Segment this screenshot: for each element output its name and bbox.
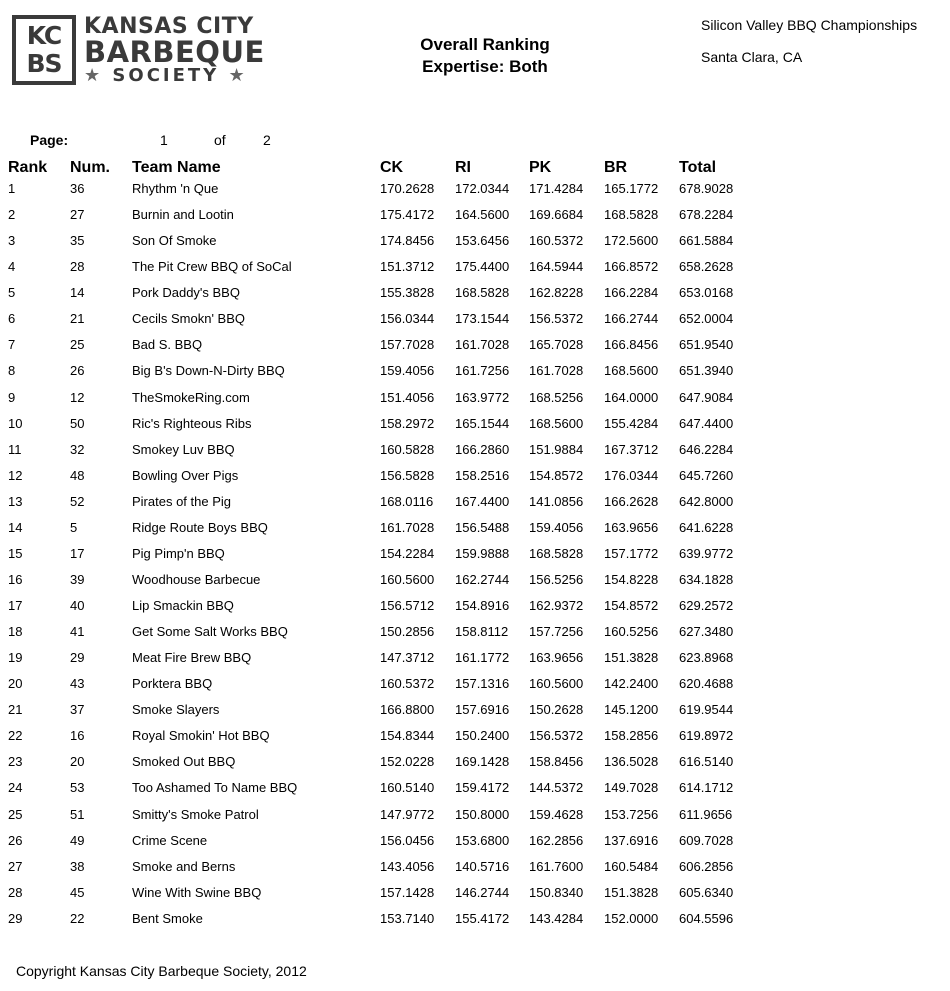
cell-pk: 158.8456	[529, 754, 584, 770]
cell-team-name: TheSmokeRing.com	[132, 389, 250, 405]
cell-num: 52	[70, 493, 85, 509]
table-row	[0, 858, 950, 884]
table-row	[0, 910, 950, 936]
cell-ri: 158.8112	[455, 624, 509, 640]
header-num: Num.	[70, 159, 110, 176]
cell-total: 652.0004	[679, 311, 734, 327]
cell-ri: 146.2744	[455, 884, 510, 900]
event-location: Santa Clara, CA	[701, 49, 803, 65]
page-label: Page:	[30, 132, 69, 148]
ranking-table	[0, 180, 950, 936]
cell-team-name: Son Of Smoke	[132, 233, 217, 249]
cell-ri: 167.4400	[455, 493, 510, 509]
cell-total: 611.9656	[679, 806, 733, 822]
cell-num: 50	[70, 415, 85, 431]
cell-total: 609.7028	[679, 832, 734, 848]
cell-ri: 161.1772	[455, 650, 510, 666]
cell-team-name: Smitty's Smoke Patrol	[132, 806, 259, 822]
cell-pk: 162.9372	[529, 598, 584, 613]
cell-total: 646.2284	[679, 441, 734, 457]
cell-rank: 1	[8, 181, 16, 196]
cell-br: 164.0000	[604, 389, 659, 405]
cell-ri: 162.2744	[455, 571, 510, 587]
table-row	[0, 493, 950, 519]
cell-ck: 156.5828	[380, 467, 435, 483]
cell-br: 168.5600	[604, 363, 659, 379]
header-ri: RI	[455, 159, 471, 176]
cell-rank: 22	[8, 728, 23, 744]
report-title-block	[380, 34, 590, 78]
cell-pk: 141.0856	[529, 493, 584, 509]
cell-num: 16	[70, 728, 85, 744]
cell-team-name: Cecils Smokn' BBQ	[132, 311, 246, 327]
cell-br: 172.5600	[604, 233, 659, 249]
header-pk: PK	[529, 159, 552, 176]
cell-br: 163.9656	[604, 519, 659, 535]
cell-ri: 159.9888	[455, 545, 510, 561]
cell-br: 136.5028	[604, 754, 659, 770]
cell-num: 28	[70, 259, 85, 275]
header-total: Total	[679, 159, 717, 176]
cell-ri: 157.1316	[455, 676, 510, 692]
cell-pk: 168.5600	[529, 415, 584, 431]
cell-br: 160.5256	[604, 624, 659, 640]
table-row	[0, 284, 950, 310]
table-row	[0, 232, 950, 258]
cell-br: 158.2856	[604, 728, 659, 744]
cell-num: 39	[70, 571, 85, 587]
table-row	[0, 441, 950, 467]
cell-num: 27	[70, 207, 85, 223]
cell-ri: 168.5828	[455, 285, 510, 301]
cell-ri: 166.2860	[455, 441, 510, 457]
table-row	[0, 336, 950, 362]
cell-total: 647.4400	[679, 415, 734, 431]
cell-team-name: Bent Smoke	[132, 910, 203, 926]
table-row	[0, 258, 950, 284]
cell-ri: 157.6916	[455, 702, 510, 718]
cell-num: 51	[70, 806, 85, 822]
header-br: BR	[604, 159, 628, 176]
cell-rank: 15	[8, 545, 23, 561]
cell-ck: 143.4056	[380, 858, 435, 874]
cell-team-name: Bowling Over Pigs	[132, 467, 239, 483]
page-total: 2	[263, 132, 271, 148]
star-icon: ★	[84, 65, 104, 86]
cell-total: 606.2856	[679, 858, 734, 874]
cell-ck: 170.2628	[380, 181, 435, 196]
cell-team-name: Pig Pimp'n BBQ	[132, 545, 225, 561]
report-subtitle: Expertise: Both	[422, 57, 548, 76]
cell-pk: 156.5372	[529, 728, 584, 744]
cell-br: 160.5484	[604, 858, 659, 874]
page-current: 1	[160, 132, 168, 148]
table-row	[0, 519, 950, 545]
cell-pk: 151.9884	[529, 441, 584, 457]
cell-num: 48	[70, 467, 85, 483]
cell-rank: 25	[8, 806, 23, 822]
cell-ri: 164.5600	[455, 207, 510, 223]
cell-ck: 154.2284	[380, 545, 435, 561]
header-team-name: Team Name	[132, 159, 221, 176]
cell-ck: 157.7028	[380, 337, 435, 353]
cell-pk: 159.4628	[529, 806, 584, 822]
logo-mark-top: KC	[26, 21, 62, 50]
cell-br: 166.2628	[604, 493, 659, 509]
table-row	[0, 701, 950, 727]
cell-ck: 174.8456	[380, 233, 435, 249]
cell-br: 145.1200	[604, 702, 659, 718]
table-row	[0, 727, 950, 753]
cell-pk: 156.5256	[529, 571, 584, 587]
cell-ck: 156.0456	[380, 832, 435, 848]
cell-num: 43	[70, 676, 85, 692]
cell-num: 12	[70, 389, 85, 405]
cell-total: 678.2284	[679, 207, 734, 223]
cell-total: 619.8972	[679, 728, 734, 744]
cell-total: 642.8000	[679, 493, 734, 509]
cell-ck: 160.5140	[380, 780, 435, 796]
cell-rank: 23	[8, 754, 23, 770]
cell-total: 627.3480	[679, 624, 734, 640]
cell-ri: 150.8000	[455, 806, 510, 822]
cell-pk: 160.5372	[529, 233, 584, 249]
cell-pk: 161.7600	[529, 858, 584, 874]
cell-team-name: The Pit Crew BBQ of SoCal	[132, 259, 292, 275]
cell-br: 168.5828	[604, 207, 659, 223]
cell-team-name: Smokey Luv BBQ	[132, 441, 235, 457]
cell-team-name: Pork Daddy's BBQ	[132, 285, 240, 301]
cell-rank: 28	[8, 884, 23, 900]
table-row	[0, 389, 950, 415]
cell-team-name: Ridge Route Boys BBQ	[132, 519, 268, 535]
cell-br: 166.8572	[604, 259, 659, 275]
cell-team-name: Get Some Salt Works BBQ	[132, 624, 288, 640]
cell-num: 35	[70, 233, 85, 249]
cell-num: 37	[70, 702, 85, 718]
logo-mark-bottom: BS	[26, 49, 62, 78]
cell-br: 151.3828	[604, 650, 659, 666]
cell-num: 25	[70, 337, 85, 353]
cell-total: 651.3940	[679, 363, 734, 379]
cell-br: 149.7028	[604, 780, 659, 796]
cell-num: 17	[70, 545, 85, 561]
cell-rank: 3	[8, 233, 16, 249]
cell-num: 21	[70, 311, 85, 327]
star-icon: ★	[228, 65, 248, 86]
cell-num: 26	[70, 363, 85, 379]
logo-line-barbeque: BARBEQUE	[84, 35, 265, 69]
cell-num: 32	[70, 441, 85, 457]
cell-pk: 162.8228	[529, 285, 584, 301]
cell-total: 616.5140	[679, 754, 734, 770]
table-row	[0, 832, 950, 858]
cell-num: 41	[70, 624, 85, 640]
table-row	[0, 180, 950, 206]
cell-ri: 155.4172	[455, 910, 510, 926]
cell-ck: 161.7028	[380, 519, 435, 535]
cell-pk: 168.5828	[529, 545, 584, 561]
cell-rank: 29	[8, 910, 23, 926]
table-row	[0, 310, 950, 336]
cell-team-name: Pirates of the Pig	[132, 493, 231, 509]
cell-total: 653.0168	[679, 285, 734, 301]
cell-ri: 161.7028	[455, 337, 510, 353]
cell-rank: 11	[8, 441, 22, 457]
cell-ck: 156.5712	[380, 598, 435, 613]
cell-num: 40	[70, 598, 85, 613]
cell-br: 137.6916	[604, 832, 659, 848]
cell-pk: 160.5600	[529, 676, 584, 692]
cell-team-name: Smoked Out BBQ	[132, 754, 236, 770]
cell-total: 605.6340	[679, 884, 734, 900]
cell-rank: 26	[8, 832, 23, 848]
cell-num: 36	[70, 181, 85, 196]
cell-total: 661.5884	[679, 233, 734, 249]
cell-rank: 13	[8, 493, 23, 509]
cell-pk: 163.9656	[529, 650, 584, 666]
table-row	[0, 779, 950, 805]
cell-ri: 161.7256	[455, 363, 510, 379]
cell-total: 639.9772	[679, 545, 734, 561]
cell-pk: 161.7028	[529, 363, 584, 379]
cell-ck: 150.2856	[380, 624, 435, 640]
cell-total: 623.8968	[679, 650, 734, 666]
cell-rank: 4	[8, 259, 16, 275]
cell-team-name: Wine With Swine BBQ	[132, 884, 262, 900]
table-row	[0, 545, 950, 571]
logo-society-text: SOCIETY	[112, 65, 220, 86]
cell-pk: 168.5256	[529, 389, 584, 405]
cell-team-name: Smoke and Berns	[132, 858, 236, 874]
cell-ck: 155.3828	[380, 285, 435, 301]
cell-ri: 169.1428	[455, 754, 510, 770]
cell-ck: 166.8800	[380, 702, 435, 718]
cell-ri: 153.6800	[455, 832, 510, 848]
cell-team-name: Porktera BBQ	[132, 676, 213, 692]
cell-ri: 175.4400	[455, 259, 510, 275]
cell-num: 29	[70, 650, 85, 666]
cell-team-name: Rhythm 'n Que	[132, 181, 219, 196]
cell-num: 45	[70, 884, 85, 900]
cell-pk: 157.7256	[529, 624, 584, 640]
cell-ck: 151.3712	[380, 259, 435, 275]
cell-rank: 2	[8, 207, 16, 223]
cell-pk: 144.5372	[529, 780, 584, 796]
cell-br: 155.4284	[604, 415, 659, 431]
table-row	[0, 753, 950, 779]
cell-num: 38	[70, 858, 85, 874]
table-row	[0, 675, 950, 701]
cell-br: 151.3828	[604, 884, 659, 900]
table-row	[0, 884, 950, 910]
cell-pk: 150.2628	[529, 702, 584, 718]
cell-total: 651.9540	[679, 337, 734, 353]
cell-rank: 17	[8, 598, 23, 613]
table-row	[0, 649, 950, 675]
cell-team-name: Smoke Slayers	[132, 702, 220, 718]
cell-rank: 7	[8, 337, 16, 353]
cell-ri: 140.5716	[455, 858, 510, 874]
cell-br: 152.0000	[604, 910, 659, 926]
cell-team-name: Woodhouse Barbecue	[132, 571, 261, 587]
cell-br: 176.0344	[604, 467, 659, 483]
cell-num: 5	[70, 519, 78, 535]
cell-pk: 150.8340	[529, 884, 584, 900]
cell-team-name: Lip Smackin BBQ	[132, 598, 234, 613]
cell-rank: 21	[8, 702, 23, 718]
cell-br: 154.8572	[604, 598, 659, 613]
cell-team-name: Ric's Righteous Ribs	[132, 415, 252, 431]
cell-num: 53	[70, 780, 85, 796]
cell-team-name: Crime Scene	[132, 832, 208, 848]
cell-team-name: Big B's Down-N-Dirty BBQ	[132, 363, 285, 379]
cell-pk: 143.4284	[529, 910, 584, 926]
cell-total: 645.7260	[679, 467, 734, 483]
table-row	[0, 623, 950, 649]
cell-pk: 154.8572	[529, 467, 584, 483]
cell-ri: 172.0344	[455, 181, 510, 196]
cell-rank: 6	[8, 311, 16, 327]
cell-br: 142.2400	[604, 676, 659, 692]
cell-team-name: Meat Fire Brew BBQ	[132, 650, 252, 666]
table-row	[0, 206, 950, 232]
cell-br: 165.1772	[604, 181, 659, 196]
cell-br: 166.8456	[604, 337, 659, 353]
cell-rank: 27	[8, 858, 23, 874]
cell-total: 634.1828	[679, 571, 734, 587]
table-row	[0, 467, 950, 493]
cell-ri: 150.2400	[455, 728, 510, 744]
cell-total: 678.9028	[679, 181, 734, 196]
cell-ck: 156.0344	[380, 311, 435, 327]
cell-pk: 159.4056	[529, 519, 584, 535]
cell-ri: 173.1544	[455, 311, 510, 327]
table-row	[0, 571, 950, 597]
table-row	[0, 415, 950, 441]
cell-pk: 156.5372	[529, 311, 584, 327]
cell-ck: 159.4056	[380, 363, 435, 379]
table-row	[0, 597, 950, 623]
cell-num: 49	[70, 832, 85, 848]
cell-ck: 160.5828	[380, 441, 435, 457]
cell-br: 154.8228	[604, 571, 659, 587]
cell-ck: 153.7140	[380, 910, 435, 926]
cell-rank: 19	[8, 650, 23, 666]
table-row	[0, 362, 950, 388]
cell-ck: 147.3712	[380, 650, 435, 666]
cell-rank: 24	[8, 780, 23, 796]
cell-ck: 147.9772	[380, 806, 435, 822]
cell-ri: 163.9772	[455, 389, 510, 405]
cell-rank: 18	[8, 624, 23, 640]
cell-ri: 154.8916	[455, 598, 510, 613]
cell-total: 620.4688	[679, 676, 734, 692]
report-title: Overall Ranking	[420, 35, 550, 54]
logo-line-society	[84, 66, 274, 86]
cell-total: 647.9084	[679, 389, 734, 405]
cell-rank: 14	[8, 519, 23, 535]
cell-ck: 160.5600	[380, 571, 435, 587]
cell-ck: 151.4056	[380, 389, 435, 405]
cell-num: 22	[70, 910, 85, 926]
logo-wordmark	[84, 15, 274, 86]
cell-rank: 12	[8, 467, 23, 483]
cell-total: 604.5596	[679, 910, 734, 926]
cell-total: 619.9544	[679, 702, 734, 718]
header-rank: Rank	[8, 159, 48, 176]
cell-ri: 156.5488	[455, 519, 510, 535]
cell-num: 14	[70, 285, 85, 301]
cell-pk: 162.2856	[529, 832, 584, 848]
cell-ri: 158.2516	[455, 467, 510, 483]
event-name: Silicon Valley BBQ Championships	[701, 17, 918, 33]
cell-total: 614.1712	[679, 780, 734, 796]
cell-rank: 16	[8, 571, 23, 587]
cell-pk: 169.6684	[529, 207, 584, 223]
cell-ck: 158.2972	[380, 415, 435, 431]
cell-rank: 5	[8, 285, 16, 301]
cell-br: 166.2284	[604, 285, 659, 301]
cell-pk: 164.5944	[529, 259, 584, 275]
kcbs-logo	[12, 15, 274, 85]
cell-ck: 175.4172	[380, 207, 435, 223]
cell-br: 166.2744	[604, 311, 659, 327]
cell-ck: 168.0116	[380, 493, 434, 509]
cell-rank: 8	[8, 363, 16, 379]
cell-total: 629.2572	[679, 598, 734, 613]
cell-ck: 154.8344	[380, 728, 435, 744]
cell-team-name: Too Ashamed To Name BBQ	[132, 780, 298, 796]
cell-pk: 165.7028	[529, 337, 584, 353]
cell-pk: 171.4284	[529, 181, 584, 196]
cell-br: 153.7256	[604, 806, 659, 822]
copyright-footer: Copyright Kansas City Barbeque Society, 2012	[16, 963, 307, 979]
cell-team-name: Royal Smokin' Hot BBQ	[132, 728, 270, 744]
cell-team-name: Bad S. BBQ	[132, 337, 203, 353]
cell-br: 167.3712	[604, 441, 659, 457]
cell-ck: 157.1428	[380, 884, 435, 900]
cell-num: 20	[70, 754, 85, 770]
cell-ri: 165.1544	[455, 415, 510, 431]
table-row	[0, 806, 950, 832]
cell-ck: 152.0228	[380, 754, 435, 770]
cell-ri: 159.4172	[455, 780, 510, 796]
cell-total: 641.6228	[679, 519, 734, 535]
cell-rank: 20	[8, 676, 23, 692]
logo-line-kansas-city: KANSAS CITY	[84, 14, 254, 39]
cell-rank: 10	[8, 415, 23, 431]
page-of: of	[214, 132, 226, 148]
cell-total: 658.2628	[679, 259, 734, 275]
cell-ck: 160.5372	[380, 676, 435, 692]
cell-br: 157.1772	[604, 545, 659, 561]
cell-team-name: Burnin and Lootin	[132, 207, 234, 223]
header-ck: CK	[380, 159, 404, 176]
kcbs-logo-mark	[12, 15, 76, 85]
cell-ri: 153.6456	[455, 233, 510, 249]
cell-rank: 9	[8, 389, 16, 405]
